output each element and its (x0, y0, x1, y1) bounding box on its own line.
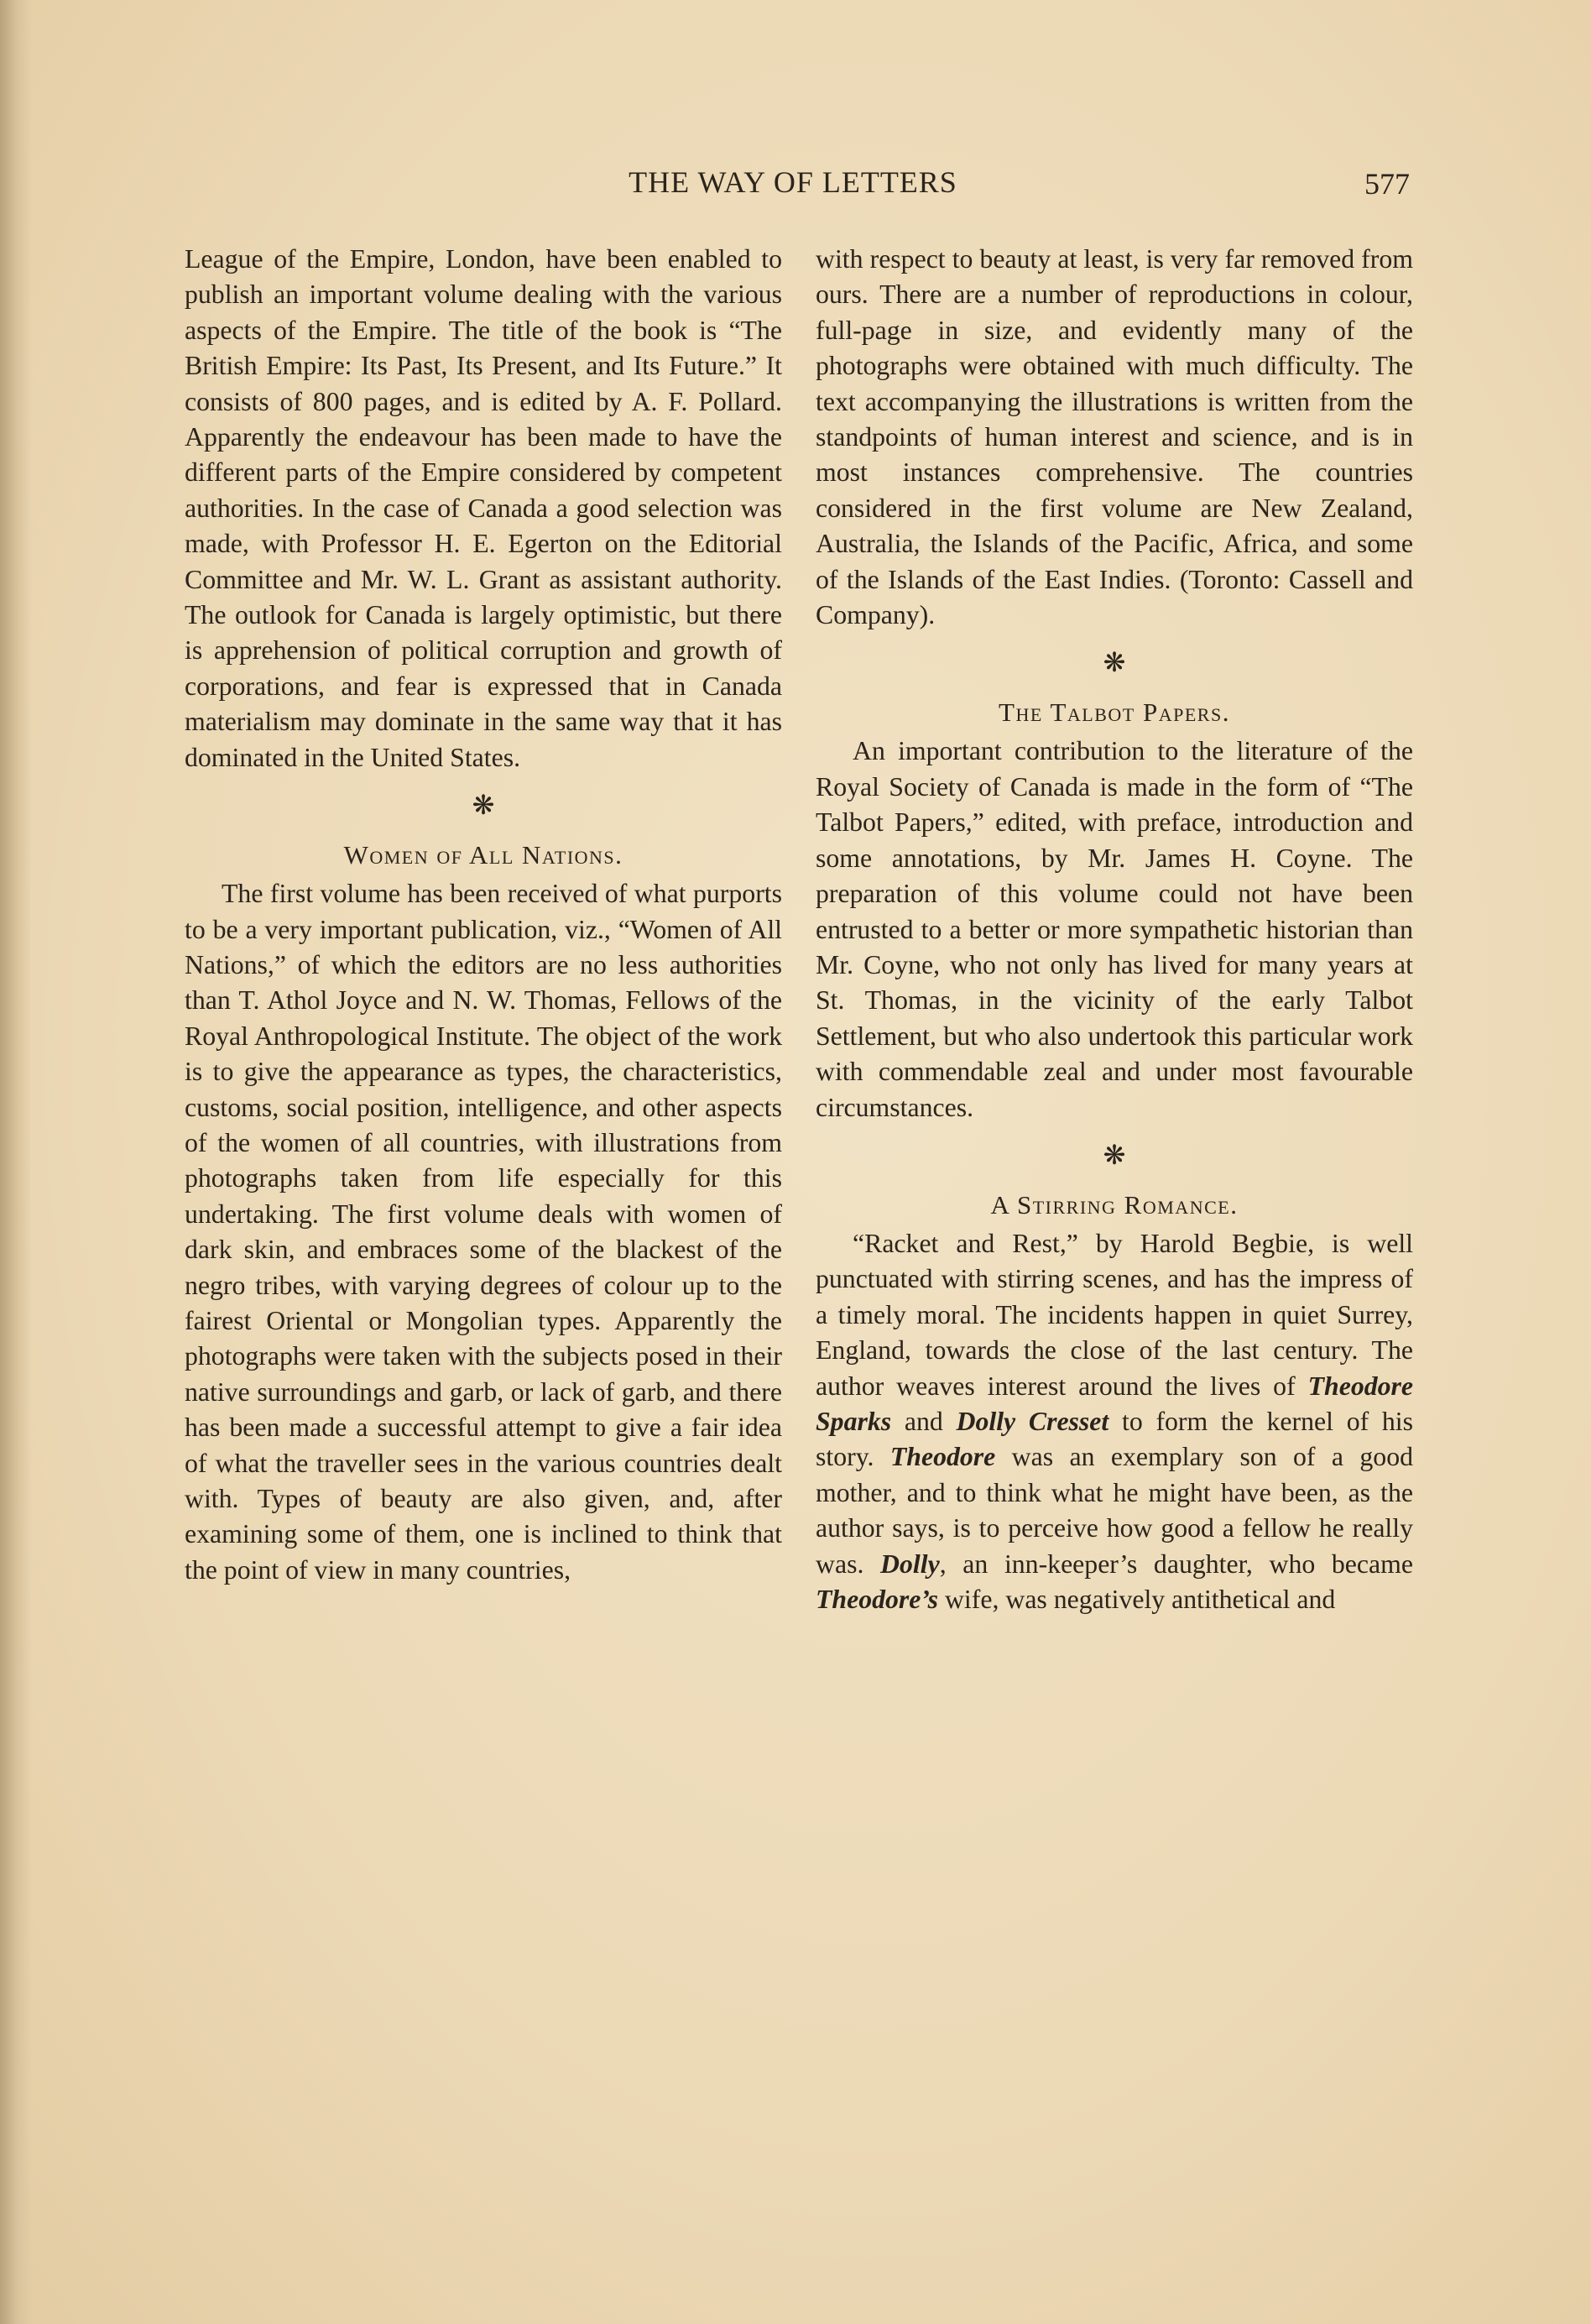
left-column (185, 242, 782, 1588)
section-heading-talbot-papers: The Talbot Papers. (999, 697, 1230, 728)
romance-text: and (891, 1406, 957, 1436)
romance-text: was an exemplary son of a good mother, and to think what he might have been, as the author says, is to perceive how good a fellow he really was. (816, 1442, 1413, 1579)
binding-gutter-shadow (0, 0, 32, 2324)
character-name: Theodore Sparks (816, 1371, 1413, 1436)
character-name: Dolly (880, 1548, 940, 1579)
character-name: Dolly Cresset (956, 1406, 1109, 1436)
section-ornament: ❋ (1103, 647, 1126, 678)
romance-text: wife, was negatively antithetical and (938, 1585, 1336, 1614)
section-heading-women-of-all-nations: Women of All Nations. (343, 840, 623, 870)
page-number: 577 (1364, 167, 1410, 201)
romance-text: to form the kernel of his story. (816, 1406, 1414, 1472)
page-header (176, 165, 1410, 206)
section-ornament: ❋ (1103, 1139, 1126, 1170)
romance-text: , an inn-keeper’s daughter, who became (939, 1548, 1413, 1579)
right-column (816, 242, 1413, 1617)
character-name: Theodore’s (816, 1585, 939, 1614)
character-name: Theodore (889, 1442, 996, 1472)
section-ornament: ❋ (472, 790, 495, 821)
paragraph-women-of-all-nations: The first volume has been received of what purports to be a very important publication, viz., “Women of All Nations,” of which the editors are no less authorities than T. Athol Joyce and N. W. Thomas, Fellows of the Royal Anthropological Institute. The object of the work is to give the appearance as types, the characteristics, customs, social position, intelligence, and other aspects of the women of all countries, with illustrations from photographs taken from life especially for this undertaking. The first volume deals with women of dark skin, and embraces some of the blackest of the negro tribes, with varying degrees of colour up to the fairest Oriental or Mongolian types. Apparently the photographs were taken with the subjects posed in their native surroundings and garb, or lack of garb, and there has been made a successful attempt to give a fair idea of what the traveller sees in the various countries dealt with. Types of beauty are also given, and, after examining some of them, one is inclined to think that the point of view in many countries, (185, 879, 782, 1585)
paragraph-empire-review: League of the Empire, London, have been enabled to publish an important volume dealing with the various aspects of the Empire. The title of the book is “The British Empire: Its Past, Its Present, and Its Future.” It consists of 800 pages, and is edited by A. F. Pollard. Apparently the endeavour has been made to have the different parts of the Empire considered by competent authorities. In the case of Canada a good selection was made, with Professor H. E. Egerton on the Editorial Committee and Mr. W. L. Grant as assistant authority. The outlook for Canada is largely optimistic, but there is apprehension of political corruption and growth of corporations, and fear is expressed that in Canada materialism may dominate in the same way that it has dominated in the United States. (185, 244, 782, 772)
romance-text: “Racket and Rest,” by Harold Begbie, is well punctuated with stirring scenes, and has the impress of a timely moral. The incidents happen in quiet Surrey, England, towards the close of the last century. The author weaves interest around the lives of (816, 1228, 1413, 1401)
section-heading-stirring-romance: A Stirring Romance. (990, 1189, 1239, 1219)
running-title: THE WAY OF LETTERS (629, 165, 957, 199)
paragraph-stirring-romance (816, 1226, 1413, 1617)
paragraph-women-continued: with respect to beauty at least, is very far removed from ours. There are a number of reproductions in colour, full-page in size, and evidently many of the photographs were obtained with much difficulty. The text accompanying the illustrations is written from the standpoints of human interest and science, and is in most instances comprehensive. The countries considered in the first volume are New Zealand, Australia, the Islands of the Pacific, Africa, and some of the Islands of the East Indies. (Toronto: Cassell and Company). (816, 244, 1413, 630)
paragraph-talbot-papers: An important contribution to the literature of the Royal Society of Canada is made in the form of “The Talbot Papers,” edited, with preface, introduction and some annotations, by Mr. James H. Coyne. The preparation of this volume could not have been entrusted to a better or more sympathetic historian than Mr. Coyne, who not only has lived for many years at St. Thomas, in the vicinity of the early Talbot Settlement, but who also undertook this particular work with commendable zeal and under most favourable circumstances. (816, 736, 1413, 1122)
